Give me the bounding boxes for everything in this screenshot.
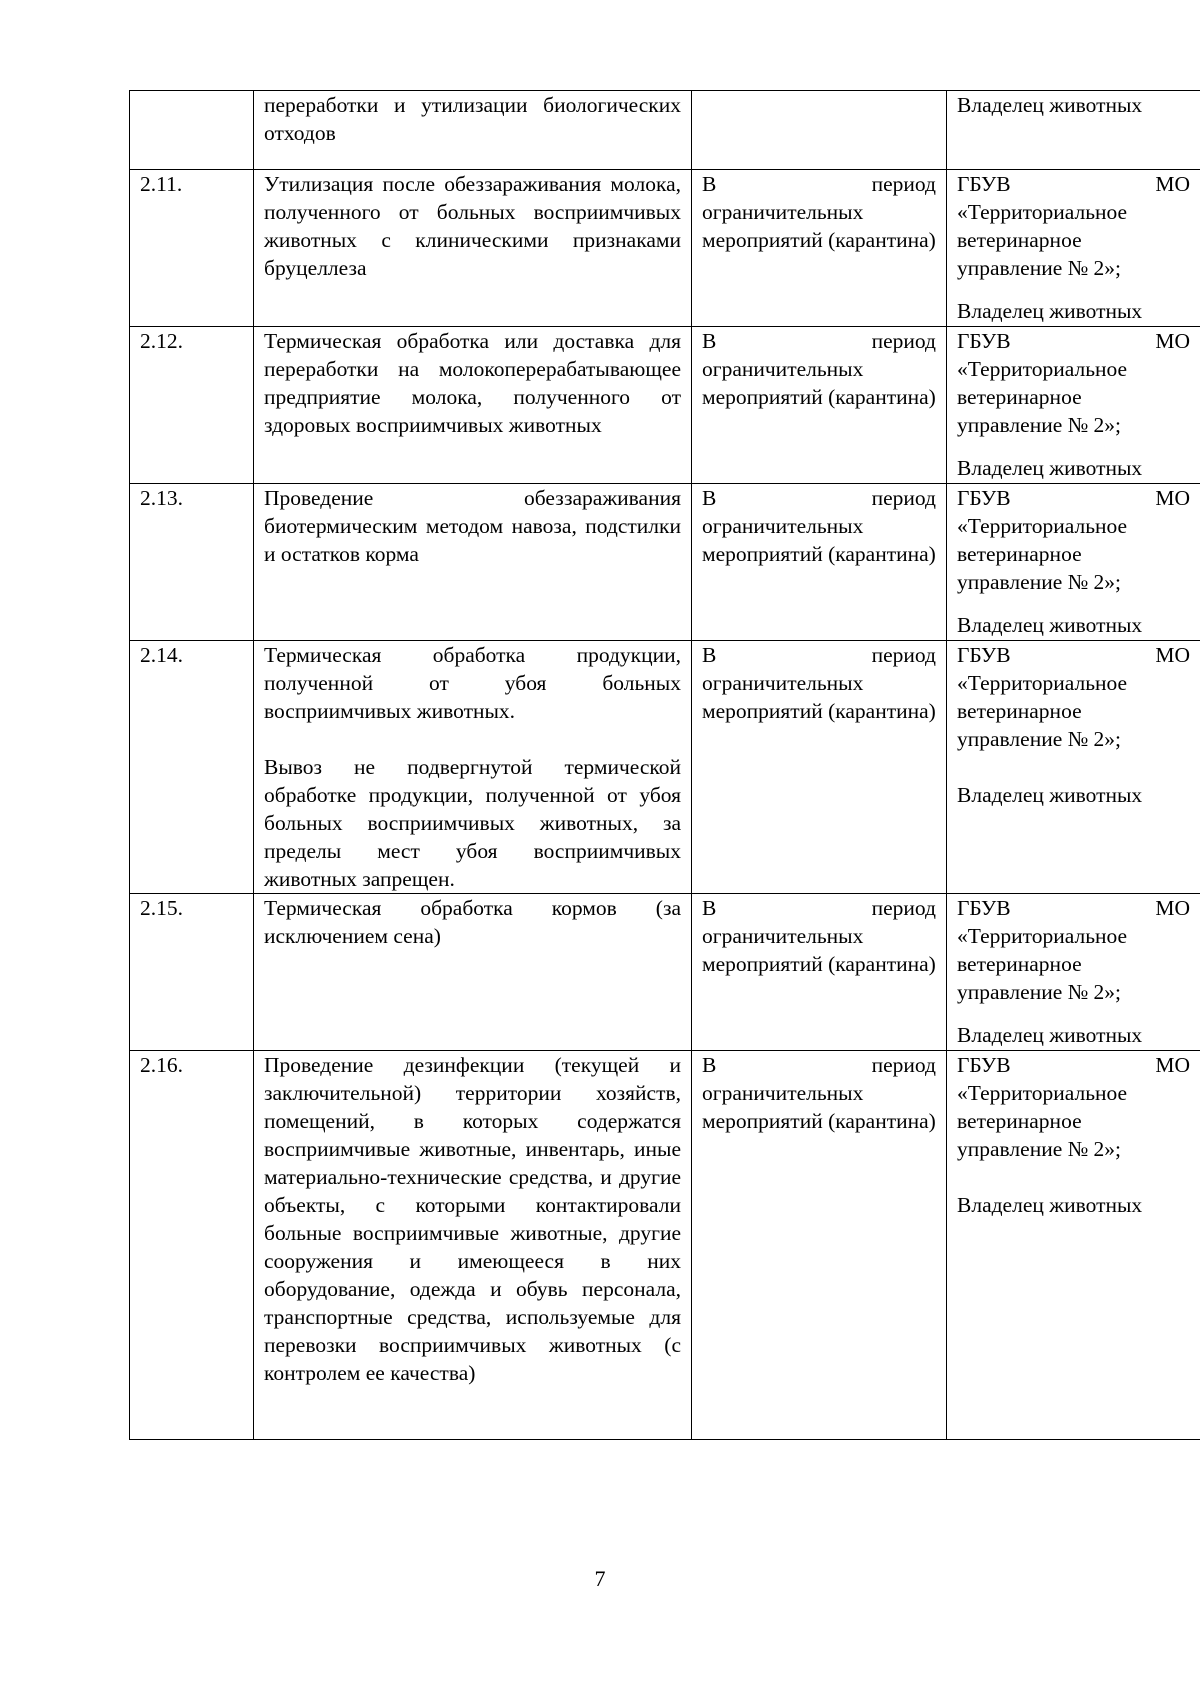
action-paragraph: Термическая обработка продукции, полученной от убоя больных восприимчивых животных. (264, 643, 681, 723)
timing-word: В (702, 896, 717, 920)
item-number-cell (130, 170, 254, 327)
timing-first-line (702, 327, 936, 355)
action-paragraph: Термическая обработка кормов (за исключением сена) (264, 896, 681, 948)
measures-table-body (130, 91, 1200, 1440)
responsible-org-line (957, 170, 1190, 198)
org-abbreviation: ГБУВ (957, 329, 1011, 353)
org-name: «Территориальное ветеринарное управление № 2»; (957, 1081, 1128, 1161)
item-number-cell (130, 1051, 254, 1440)
owner-label: Владелец животных (957, 1023, 1143, 1047)
timing-first-line (702, 484, 936, 512)
timing-cell (692, 641, 947, 894)
responsible-org-line (957, 641, 1190, 669)
responsible-content (957, 484, 1190, 639)
item-number: 2.15. (140, 896, 183, 920)
timing-text: ограничительных мероприятий (карантина) (702, 357, 936, 409)
timing-word: период (871, 329, 936, 353)
org-abbreviation: ГБУВ (957, 643, 1011, 667)
org-name: «Территориальное ветеринарное управление № 2»; (957, 924, 1128, 1004)
item-number: 2.14. (140, 643, 183, 667)
item-number: 2.13. (140, 486, 183, 510)
org-region: МО (1155, 1053, 1190, 1077)
table-row (130, 894, 1200, 1051)
responsible-content (957, 91, 1190, 168)
timing-word: период (871, 172, 936, 196)
table-row (130, 327, 1200, 484)
timing-cell (692, 327, 947, 484)
table-row (130, 170, 1200, 327)
action-cell (254, 91, 692, 170)
timing-word: В (702, 643, 717, 667)
table-row (130, 91, 1200, 170)
org-region: МО (1155, 329, 1190, 353)
org-region: МО (1155, 486, 1190, 510)
timing-first-line (702, 1051, 936, 1079)
timing-text: ограничительных мероприятий (карантина) (702, 200, 936, 252)
timing-cell (692, 484, 947, 641)
org-region: МО (1155, 643, 1190, 667)
responsible-cell (947, 1051, 1200, 1440)
paragraph-gap (957, 753, 1190, 781)
item-number-cell (130, 327, 254, 484)
timing-word: период (871, 643, 936, 667)
owner-label: Владелец животных (957, 456, 1143, 480)
timing-cell (692, 170, 947, 327)
item-number: 2.12. (140, 329, 183, 353)
responsible-content (957, 1051, 1190, 1438)
table-row (130, 484, 1200, 641)
action-paragraph: Утилизация после обеззараживания молока, полученного от больных восприимчивых животных с клиническими признаками бруцеллеза (264, 172, 681, 280)
responsible-cell (947, 91, 1200, 170)
item-number-cell (130, 91, 254, 170)
org-abbreviation: ГБУВ (957, 486, 1011, 510)
responsible-content (957, 894, 1190, 1049)
owner-label: Владелец животных (957, 783, 1143, 807)
timing-text: ограничительных мероприятий (карантина) (702, 924, 936, 976)
timing-word: В (702, 172, 717, 196)
responsible-content (957, 327, 1190, 482)
action-cell (254, 1051, 692, 1440)
item-number-cell (130, 894, 254, 1051)
owner-label: Владелец животных (957, 613, 1143, 637)
timing-word: В (702, 1053, 717, 1077)
item-number-cell (130, 641, 254, 894)
org-abbreviation: ГБУВ (957, 172, 1011, 196)
responsible-org-line (957, 484, 1190, 512)
action-paragraph: Проведение обеззараживания биотермическим методом навоза, подстилки и остатков корма (264, 486, 681, 566)
action-paragraph: переработки и утилизации биологических отходов (264, 93, 681, 145)
timing-first-line (702, 641, 936, 669)
item-number: 2.16. (140, 1053, 183, 1077)
timing-text: ограничительных мероприятий (карантина) (702, 514, 936, 566)
action-cell (254, 327, 692, 484)
item-number-cell (130, 484, 254, 641)
responsible-cell (947, 484, 1200, 641)
table-row (130, 1051, 1200, 1440)
owner-label: Владелец животных (957, 299, 1143, 323)
timing-word: период (871, 1053, 936, 1077)
timing-cell (692, 1051, 947, 1440)
timing-word: период (871, 896, 936, 920)
action-cell (254, 894, 692, 1051)
timing-text: ограничительных мероприятий (карантина) (702, 671, 936, 723)
action-paragraph: Проведение дезинфекции (текущей и заключительной) территории хозяйств, помещений, в которых содержатся восприимчивые животные, инвентарь, иные материально-технические средства, и другие объекты, с которыми контактировали больные восприимчивые животные, другие сооружения и имеющееся в них оборудование, одежда и обувь персонала, транспортные средства, используемые для перевозки восприимчивых животных (с контролем ее качества) (264, 1053, 681, 1385)
org-name: «Территориальное ветеринарное управление № 2»; (957, 357, 1128, 437)
responsible-cell (947, 894, 1200, 1051)
action-cell (254, 641, 692, 894)
responsible-org-line (957, 894, 1190, 922)
org-name: «Территориальное ветеринарное управление № 2»; (957, 200, 1128, 280)
responsible-content (957, 170, 1190, 325)
paragraph-gap (957, 1163, 1190, 1191)
action-paragraph: Термическая обработка или доставка для переработки на молокоперерабатывающее предприятие молока, полученного от здоровых восприимчивых животных (264, 329, 681, 437)
timing-first-line (702, 170, 936, 198)
paragraph-gap (264, 725, 681, 753)
responsible-org-line (957, 327, 1190, 355)
org-abbreviation: ГБУВ (957, 896, 1011, 920)
owner-label: Владелец животных (957, 1193, 1143, 1217)
org-name: «Территориальное ветеринарное управление № 2»; (957, 514, 1128, 594)
timing-cell (692, 894, 947, 1051)
timing-word: период (871, 486, 936, 510)
owner-label: Владелец животных (957, 93, 1143, 117)
timing-first-line (702, 894, 936, 922)
action-paragraph: Вывоз не подвергнутой термической обработке продукции, полученной от убоя больных восприимчивых животных, за пределы мест убоя восприимчивых животных запрещен. (264, 755, 681, 891)
org-region: МО (1155, 172, 1190, 196)
responsible-org-line (957, 1051, 1190, 1079)
responsible-cell (947, 170, 1200, 327)
measures-table (129, 90, 1200, 1440)
org-region: МО (1155, 896, 1190, 920)
responsible-content (957, 641, 1190, 874)
org-abbreviation: ГБУВ (957, 1053, 1011, 1077)
timing-cell (692, 91, 947, 170)
page-number: 7 (594, 1566, 606, 1591)
timing-text: ограничительных мероприятий (карантина) (702, 1081, 936, 1133)
item-number: 2.11. (140, 172, 183, 196)
table-row (130, 641, 1200, 894)
timing-word: В (702, 329, 717, 353)
action-cell (254, 170, 692, 327)
action-cell (254, 484, 692, 641)
responsible-cell (947, 641, 1200, 894)
timing-word: В (702, 486, 717, 510)
org-name: «Территориальное ветеринарное управление № 2»; (957, 671, 1128, 751)
responsible-cell (947, 327, 1200, 484)
